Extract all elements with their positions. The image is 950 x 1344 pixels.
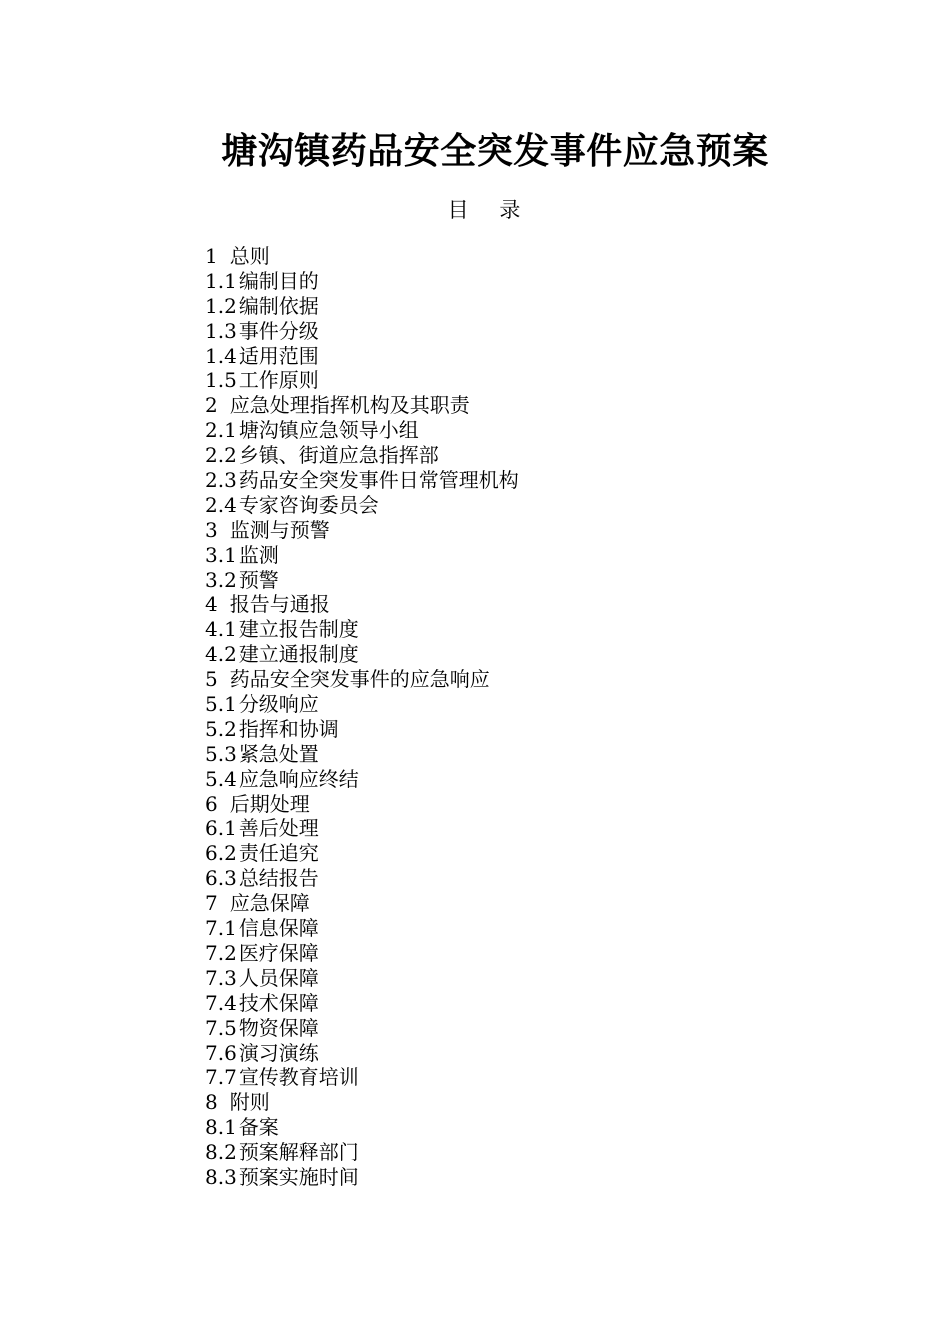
toc-entry-text: 指挥和协调 bbox=[238, 716, 339, 741]
toc-entry-text: 技术保障 bbox=[238, 990, 319, 1015]
toc-entry-number: 3.2 bbox=[205, 567, 237, 592]
toc-section-entry bbox=[205, 966, 519, 991]
toc-section-entry bbox=[205, 767, 519, 792]
toc-entry-text: 编制依据 bbox=[238, 293, 319, 318]
toc-chapter-entry bbox=[205, 1090, 519, 1115]
toc-entry-number: 7.4 bbox=[205, 990, 237, 1015]
toc-entry-number: 7.1 bbox=[205, 916, 237, 941]
toc-section-entry bbox=[205, 941, 519, 966]
toc-section-entry bbox=[205, 742, 519, 767]
toc-entry-text: 应急响应终结 bbox=[238, 766, 359, 791]
toc-entry-text: 备案 bbox=[238, 1115, 279, 1140]
toc-section-entry bbox=[205, 418, 519, 443]
toc-chapter-entry bbox=[205, 667, 519, 692]
toc-section-entry bbox=[205, 617, 519, 642]
toc-entry-number: 4.1 bbox=[205, 617, 237, 642]
toc-section-entry bbox=[205, 468, 519, 493]
toc-entry-number: 8 bbox=[205, 1090, 218, 1115]
toc-entry-number: 7.2 bbox=[205, 940, 237, 965]
toc-entry-text: 监测与预警 bbox=[229, 517, 330, 542]
toc-entry-text: 分级响应 bbox=[238, 692, 319, 717]
toc-section-entry bbox=[205, 443, 519, 468]
toc-section-entry bbox=[205, 1065, 519, 1090]
toc-entry-number: 4 bbox=[205, 592, 218, 617]
toc-entry-text: 物资保障 bbox=[238, 1015, 319, 1040]
toc-section-entry bbox=[205, 568, 519, 593]
toc-entry-number: 7.5 bbox=[205, 1015, 237, 1040]
toc-entry-number: 6.3 bbox=[205, 866, 237, 891]
toc-entry-text: 总则 bbox=[229, 244, 270, 268]
toc-entry-text: 预警 bbox=[238, 567, 279, 592]
toc-entry-text: 药品安全突发事件日常管理机构 bbox=[238, 468, 519, 493]
toc-section-entry bbox=[205, 816, 519, 841]
toc-heading: 目 录 bbox=[447, 198, 533, 222]
table-of-contents bbox=[205, 244, 519, 1190]
toc-entry-text: 医疗保障 bbox=[238, 940, 319, 965]
toc-entry-text: 药品安全突发事件的应急响应 bbox=[229, 667, 490, 692]
toc-chapter-entry bbox=[205, 792, 519, 817]
toc-section-entry bbox=[205, 916, 519, 941]
toc-entry-text: 后期处理 bbox=[229, 791, 310, 816]
toc-section-entry bbox=[205, 991, 519, 1016]
toc-section-entry bbox=[205, 692, 519, 717]
toc-entry-number: 6 bbox=[205, 791, 218, 816]
toc-entry-text: 附则 bbox=[229, 1090, 270, 1115]
toc-chapter-entry bbox=[205, 891, 519, 916]
toc-entry-number: 5 bbox=[205, 667, 218, 692]
toc-entry-number: 5.2 bbox=[205, 716, 237, 741]
toc-entry-text: 工作原则 bbox=[238, 368, 319, 393]
toc-section-entry bbox=[205, 642, 519, 667]
toc-entry-text: 人员保障 bbox=[238, 965, 319, 990]
toc-section-entry bbox=[205, 1016, 519, 1041]
toc-chapter-entry bbox=[205, 518, 519, 543]
toc-entry-text: 演习演练 bbox=[238, 1040, 319, 1065]
toc-section-entry bbox=[205, 1115, 519, 1140]
toc-entry-number: 3 bbox=[205, 517, 218, 542]
toc-entry-number: 8.3 bbox=[205, 1164, 237, 1189]
toc-entry-number: 7.7 bbox=[205, 1065, 237, 1090]
toc-entry-number: 6.2 bbox=[205, 841, 237, 866]
toc-section-entry bbox=[205, 866, 519, 891]
toc-entry-text: 信息保障 bbox=[238, 916, 319, 941]
toc-entry-text: 预案实施时间 bbox=[238, 1164, 359, 1189]
toc-entry-text: 专家咨询委员会 bbox=[238, 492, 379, 517]
toc-entry-text: 紧急处置 bbox=[238, 741, 319, 766]
toc-chapter-entry bbox=[205, 393, 519, 418]
toc-section-entry bbox=[205, 841, 519, 866]
toc-entry-number: 2.3 bbox=[205, 468, 237, 493]
toc-entry-text: 责任追究 bbox=[238, 841, 319, 866]
toc-chapter-entry bbox=[205, 244, 519, 269]
toc-section-entry bbox=[205, 344, 519, 369]
toc-entry-number: 8.1 bbox=[205, 1115, 237, 1140]
toc-entry-number: 5.4 bbox=[205, 766, 237, 791]
toc-entry-number: 6.1 bbox=[205, 816, 237, 841]
toc-entry-number: 1.1 bbox=[205, 268, 237, 293]
toc-entry-number: 5.1 bbox=[205, 692, 237, 717]
toc-section-entry bbox=[205, 294, 519, 319]
toc-entry-number: 1.4 bbox=[205, 343, 237, 368]
toc-entry-text: 宣传教育培训 bbox=[238, 1065, 359, 1090]
toc-section-entry bbox=[205, 717, 519, 742]
toc-entry-text: 建立报告制度 bbox=[238, 617, 359, 642]
toc-entry-number: 2.1 bbox=[205, 418, 237, 443]
toc-section-entry bbox=[205, 1041, 519, 1066]
toc-entry-number: 2.2 bbox=[205, 443, 237, 468]
toc-entry-text: 事件分级 bbox=[238, 318, 319, 343]
toc-entry-text: 总结报告 bbox=[238, 866, 319, 891]
toc-section-entry bbox=[205, 269, 519, 294]
toc-entry-number: 7.3 bbox=[205, 965, 237, 990]
toc-entry-text: 报告与通报 bbox=[229, 592, 330, 617]
toc-entry-text: 应急保障 bbox=[229, 891, 310, 916]
document-title: 塘沟镇药品安全突发事件应急预案 bbox=[221, 130, 769, 172]
toc-section-entry bbox=[205, 319, 519, 344]
toc-entry-text: 适用范围 bbox=[238, 343, 319, 368]
toc-entry-number: 8.2 bbox=[205, 1140, 237, 1165]
toc-section-entry bbox=[205, 493, 519, 518]
toc-entry-number: 1 bbox=[205, 244, 218, 268]
toc-entry-number: 5.3 bbox=[205, 741, 237, 766]
toc-entry-number: 4.2 bbox=[205, 642, 237, 667]
toc-entry-number: 1.3 bbox=[205, 318, 237, 343]
toc-section-entry bbox=[205, 1165, 519, 1190]
toc-entry-text: 监测 bbox=[238, 542, 279, 567]
toc-entry-number: 7 bbox=[205, 891, 218, 916]
toc-entry-text: 善后处理 bbox=[238, 816, 319, 841]
toc-entry-number: 3.1 bbox=[205, 542, 237, 567]
toc-entry-number: 1.5 bbox=[205, 368, 237, 393]
toc-section-entry bbox=[205, 368, 519, 393]
toc-entry-number: 1.2 bbox=[205, 293, 237, 318]
toc-chapter-entry bbox=[205, 592, 519, 617]
toc-entry-text: 编制目的 bbox=[238, 268, 319, 293]
toc-entry-text: 预案解释部门 bbox=[238, 1140, 359, 1165]
toc-section-entry bbox=[205, 1140, 519, 1165]
toc-entry-text: 塘沟镇应急领导小组 bbox=[238, 418, 419, 443]
toc-entry-number: 2 bbox=[205, 393, 218, 418]
toc-entry-number: 7.6 bbox=[205, 1040, 237, 1065]
toc-entry-text: 乡镇、街道应急指挥部 bbox=[238, 443, 439, 468]
toc-entry-text: 应急处理指挥机构及其职责 bbox=[229, 393, 470, 418]
toc-section-entry bbox=[205, 543, 519, 568]
toc-entry-number: 2.4 bbox=[205, 492, 237, 517]
toc-entry-text: 建立通报制度 bbox=[238, 642, 359, 667]
